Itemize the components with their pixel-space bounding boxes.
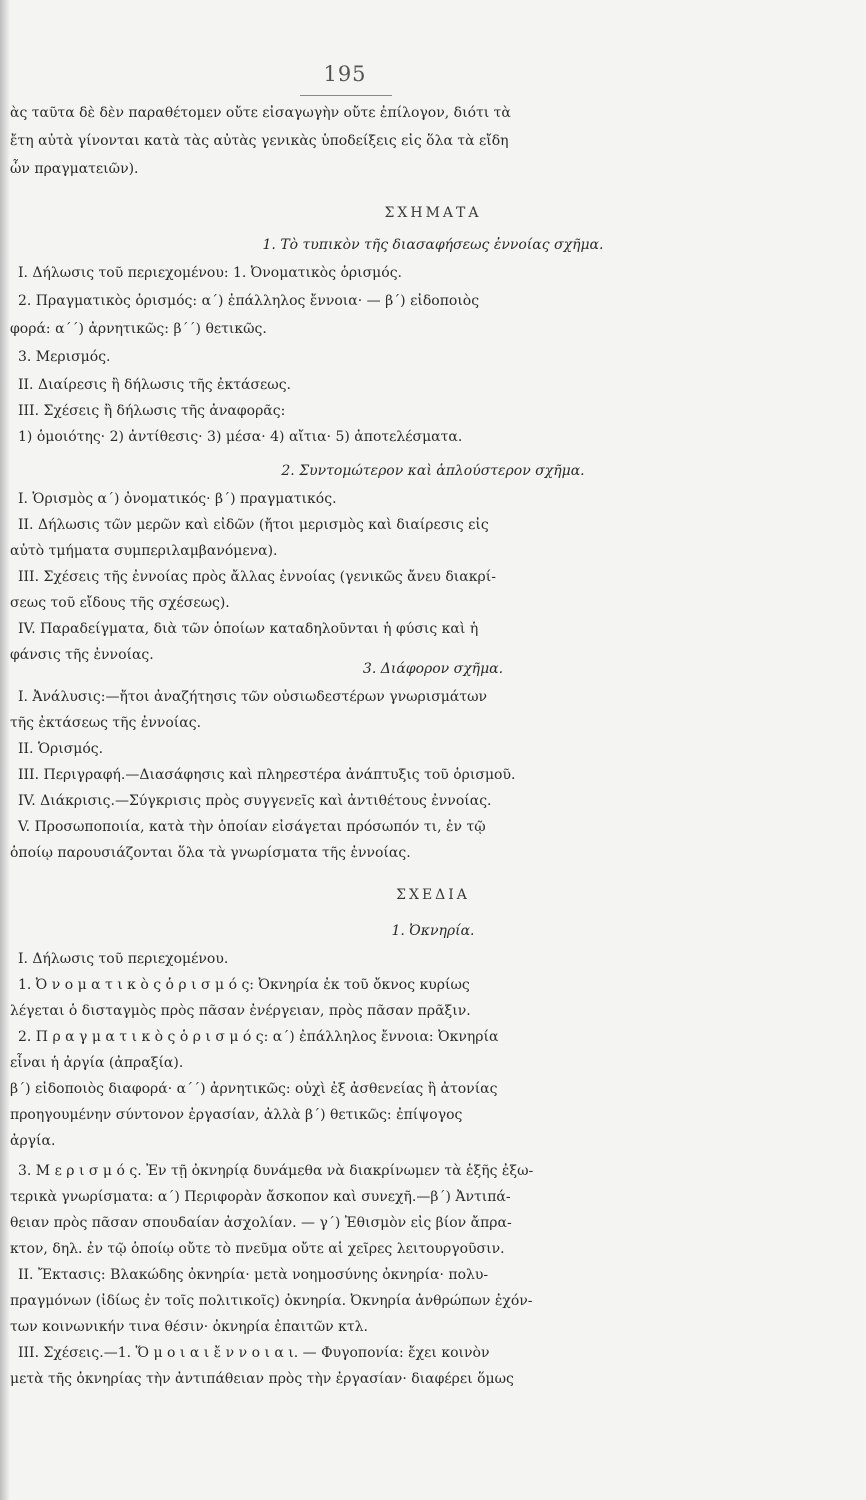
text-line: II. Ὁρισμός. xyxy=(18,741,104,757)
text-line: IV. Διάκρισις.—Σύγκρισις πρὸς συγγενεῖς καὶ ἀντιθέτους ἐννοίας. xyxy=(18,793,492,809)
page-number-rule xyxy=(300,95,392,96)
text-line: σεως τοῦ εἴδους τῆς σχέσεως). xyxy=(10,595,230,611)
text-line: των κοινωνικήν τινα θέσιν· ὀκνηρία ἐπαιτῶν κτλ. xyxy=(10,1319,368,1335)
subsection-heading: 1. Ὀκνηρία. xyxy=(391,923,475,939)
page-number: 195 xyxy=(323,62,367,86)
text-line: προηγουμένην σύντονον ἐργασίαν, ἀλλὰ β´) θετικῶς: ἐπίψογος xyxy=(10,1107,463,1123)
text-line: φορά: α´´) ἀρνητικῶς: β´´) θετικῶς. xyxy=(10,321,267,337)
text-line: 1) ὁμοιότης· 2) ἀντίθεσις· 3) μέσα· 4) αἴτια· 5) ἀποτελέσματα. xyxy=(18,429,463,445)
text-line: αὐτὸ τμήματα συμπεριλαμβανόμενα). xyxy=(10,543,278,559)
text-line: II. Δήλωσις τῶν μερῶν καὶ εἰδῶν (ἤτοι μερισμὸς καὶ διαίρεσις εἰς xyxy=(18,517,489,533)
text-line: I. Δήλωσις τοῦ περιεχομένου: 1. Ὀνοματικὸς ὁρισμός. xyxy=(18,265,403,281)
section-heading: ΣΧΗΜΑΤΑ xyxy=(384,205,482,221)
text-line: φάνσις τῆς ἐννοίας. xyxy=(10,647,154,663)
text-line: III. Σχέσεις.—1. Ὅ μ ο ι α ι ἔ ν ν ο ι α ι. — Φυγοπονία: ἔχει κοινὸν xyxy=(18,1345,490,1361)
text-line: III. Σχέσεις τῆς ἐννοίας πρὸς ἄλλας ἐννοίας (γενικῶς ἄνευ διακρί- xyxy=(18,569,496,585)
subsection-heading: 2. Συντομώτερον καὶ ἁπλούστερον σχῆμα. xyxy=(281,463,585,479)
text-line: II. Διαίρεσις ἢ δήλωσις τῆς ἐκτάσεως. xyxy=(18,377,292,393)
text-line: III. Περιγραφή.—Διασάφησις καὶ πληρεστέρα ἀνάπτυξις τοῦ ὁρισμοῦ. xyxy=(18,767,516,783)
text-line: I. Ἀνάλυσις:—ἤτοι ἀναζήτησις τῶν οὐσιωδεστέρων γνωρισμάτων xyxy=(18,689,488,705)
text-line: II. Ἔκτασις: Βλακώδης ὀκνηρία· μετὰ νοημοσύνης ὀκνηρία· πολυ- xyxy=(18,1267,489,1283)
text-line: I. Δήλωσις τοῦ περιεχομένου. xyxy=(18,951,229,967)
text-line: III. Σχέσεις ἢ δήλωσις τῆς ἀναφορᾶς: xyxy=(18,403,286,419)
text-line: 2. Π ρ α γ μ α τ ι κ ὸ ς ὁ ρ ι σ μ ό ς: α´) ἐπάλληλος ἔννοια: Ὀκνηρία xyxy=(18,1029,499,1045)
text-line: τερικὰ γνωρίσματα: α´) Περιφορὰν ἄσκοπον καὶ συνεχῆ.—β´) Ἀντιπά- xyxy=(10,1189,511,1205)
text-line: λέγεται ὁ δισταγμὸς πρὸς πᾶσαν ἐνέργειαν, πρὸς πᾶσαν πρᾶξιν. xyxy=(10,1003,471,1019)
subsection-heading: 3. Διάφορον σχῆμα. xyxy=(362,661,504,677)
text-line: 2. Πραγματικὸς ὁρισμός: α´) ἐπάλληλος ἔννοια· — β´) εἰδοποιὸς xyxy=(18,293,480,309)
text-line: πραγμόνων (ἰδίως ἐν τοῖς πολιτικοῖς) ὀκνηρία. Ὀκνηρία ἀνθρώπων ἐχόν- xyxy=(10,1293,533,1309)
text-line: τῆς ἐκτάσεως τῆς ἐννοίας. xyxy=(10,715,202,731)
text-line: ἔτη αὐτὰ γίνονται κατὰ τὰς αὐτὰς γενικὰς ὑποδείξεις εἰς ὅλα τὰ εἴδη xyxy=(10,133,509,149)
text-line: κτον, δηλ. ἐν τῷ ὁποίῳ οὔτε τὸ πνεῦμα οὔτε αἱ χεῖρες λειτουργοῦσιν. xyxy=(10,1241,505,1257)
subsection-heading: 1. Τὸ τυπικὸν τῆς διασαφήσεως ἐννοίας σχῆμα. xyxy=(262,237,604,253)
text-line: I. Ὁρισμὸς α´) ὀνοματικός· β´) πραγματικός. xyxy=(18,491,337,507)
text-line: ἀργία. xyxy=(10,1133,56,1149)
text-line: εἶναι ἡ ἀργία (ἀπραξία). xyxy=(10,1055,184,1071)
text-line: V. Προσωποποιία, κατὰ τὴν ὁποίαν εἰσάγεται πρόσωπόν τι, ἐν τῷ xyxy=(18,819,486,835)
section-heading: ΣΧΕΔΙΑ xyxy=(396,887,470,903)
text-line: ὁποίῳ παρουσιάζονται ὅλα τὰ γνωρίσματα τῆς ἐννοίας. xyxy=(10,845,411,861)
text-line: 1. Ὀ ν ο μ α τ ι κ ὸ ς ὁ ρ ι σ μ ό ς: Ὀκνηρία ἐκ τοῦ ὄκνος κυρίως xyxy=(18,977,470,993)
text-line: μετὰ τῆς ὀκνηρίας τὴν ἀντιπάθειαν πρὸς τὴν ἐργασίαν· διαφέρει ὅμως xyxy=(10,1371,514,1387)
text-line: ὰς ταῦτα δὲ δὲν παραθέτομεν οὔτε εἰσαγωγὴν οὔτε ἐπίλογον, διότι τὰ xyxy=(10,105,511,121)
text-line: 3. Μερισμός. xyxy=(18,349,111,365)
text-line: IV. Παραδείγματα, διὰ τῶν ὁποίων καταδηλοῦνται ἡ φύσις καὶ ἡ xyxy=(18,621,479,637)
text-line: β´) εἰδοποιὸς διαφορά· α´´) ἀρνητικῶς: οὐχὶ ἐξ ἀσθενείας ἢ ἀτονίας xyxy=(10,1081,498,1097)
text-line: 3. Μ ε ρ ι σ μ ό ς. Ἐν τῇ ὀκνηρίᾳ δυνάμεθα νὰ διακρίνωμεν τὰ ἑξῆς ἐξω- xyxy=(18,1163,534,1179)
text-line: ὧν πραγματειῶν). xyxy=(10,161,139,177)
text-line: θειαν πρὸς πᾶσαν σπουδαίαν ἀσχολίαν. — γ´) Ἐθισμὸν εἰς βίον ἄπρα- xyxy=(10,1215,512,1231)
